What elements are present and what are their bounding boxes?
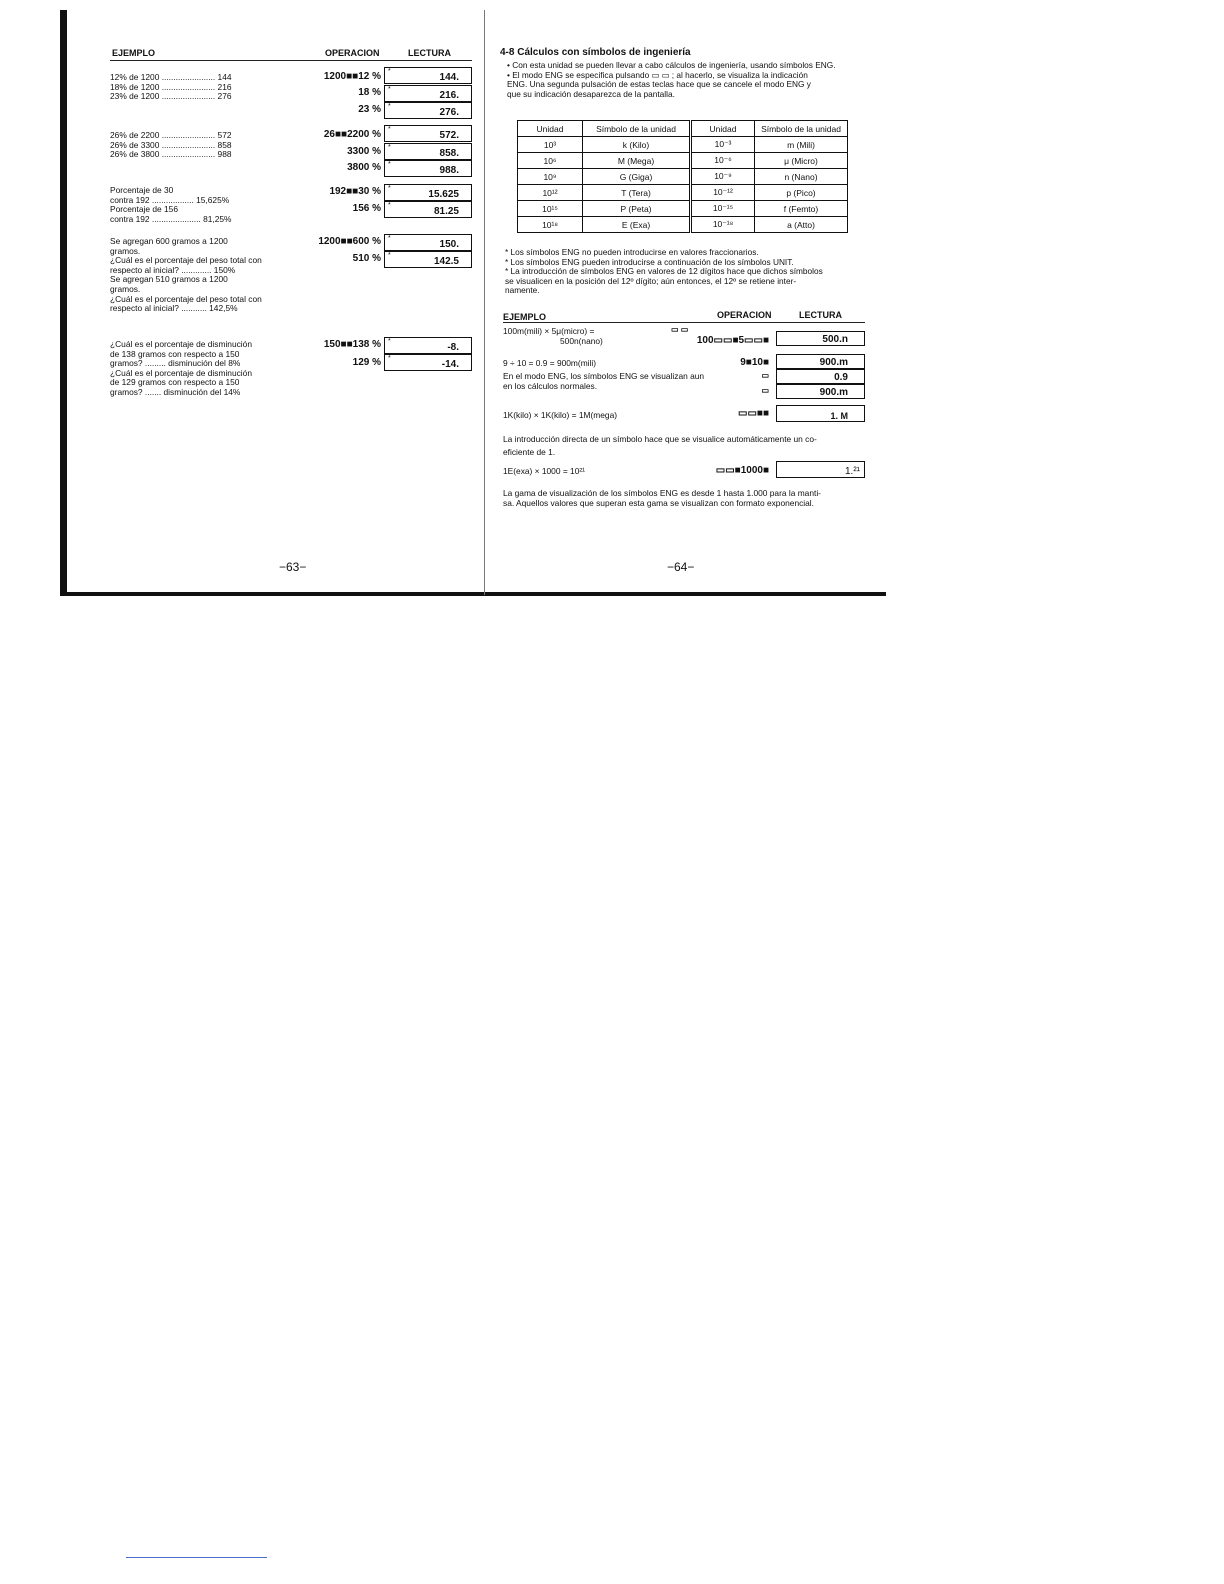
- operation-2a: 26■■2200 %: [323, 129, 381, 140]
- display-1a: * 144.: [384, 67, 472, 84]
- ex3-op1: ▭: [761, 371, 769, 380]
- ex5-op: ▭▭■1000■: [715, 465, 769, 476]
- range-paragraph: La gama de visualización de los símbolos ENG es desde 1 hasta 1.000 para la manti- sa. Aquellos valores que superan esta gama se visualizan con formato exponencial.: [503, 488, 821, 508]
- ex1-op2: 100▭▭■5▭▭■: [696, 335, 769, 346]
- operation-5a: 150■■138 %: [323, 339, 381, 350]
- ex4-op: ▭▭■■: [738, 408, 769, 419]
- display-1b: * 216.: [384, 85, 472, 102]
- ex1-op1: ▭ ▭: [671, 325, 689, 334]
- ex3-op2: ▭: [761, 386, 769, 395]
- ejemplo-header: EJEMPLO: [112, 48, 156, 58]
- ex2-display: 900.m: [776, 354, 865, 369]
- display-1c: * 276.: [384, 102, 472, 119]
- operation-4a: 1200■■600 %: [318, 236, 381, 247]
- ex3-display-1: 0.9: [776, 369, 865, 384]
- ex3-lines: En el modo ENG, los símbolos ENG se visualizan aun en los cálculos normales.: [503, 371, 705, 391]
- lectura-header-right: LECTURA: [799, 310, 842, 320]
- table-row: 10⁹ G (Giga) 10⁻⁹ n (Nano): [518, 169, 848, 185]
- operation-2b: 3300 %: [347, 146, 381, 157]
- table-row: 10¹⁵ P (Peta) 10⁻¹⁵ f (Femto): [518, 201, 848, 217]
- display-3a: * 15.625: [384, 184, 472, 201]
- table-row: 10¹⁸ E (Exa) 10⁻¹⁸ a (Atto): [518, 217, 848, 233]
- page-number-63: −63−: [279, 560, 307, 574]
- example-text-1: 12% de 1200 ....................... 144 18% de 1200 ....................... 216 23% de 1200 ....................... 276: [110, 72, 232, 102]
- footer-link-line: [126, 1557, 267, 1558]
- display-2b: * 858.: [384, 143, 472, 160]
- direct-symbol-paragraph: La introducción directa de un símbolo hace que se visualice automáticamente un co- eficiente de 1.: [503, 434, 817, 457]
- ex1-display: 500.n: [776, 331, 865, 346]
- notes-text: * Los símbolos ENG no pueden introducirse en valores fraccionarios. * Los símbolos ENG pueden introducirse a continuación de los símbolos UNIT. * La introducción de símbolos ENG en valores de 12 dígitos hace que dichos símbolos se visualicen en la posición del 12º dígito; aún entonces, el 12º se retiene inter- namente.: [505, 247, 823, 296]
- ex2-line: 9 ÷ 10 = 0.9 = 900m(mili): [503, 358, 597, 368]
- operation-4b: 510 %: [352, 253, 381, 264]
- ejemplo-header-right: EJEMPLO: [503, 312, 547, 322]
- table-header-row: Unidad Símbolo de la unidad Unidad Símbolo de la unidad: [518, 121, 848, 137]
- example-text-4: Se agregan 600 gramos a 1200 gramos. ¿Cuál es el porcentaje del peso total con respecto al inicial? ............. 150% Se agregan 510 gramos a 1200 gramos. ¿Cuál es el porcentaje del peso total con respecto al inicial? ........... 142,5%: [110, 236, 262, 314]
- operation-3b: 156 %: [352, 203, 381, 214]
- lectura-header: LECTURA: [408, 48, 451, 58]
- ex1-line1: 100m(mili) × 5μ(micro) =: [503, 326, 595, 336]
- table-row: 10³ k (Kilo) 10⁻³ m (Mili): [518, 137, 848, 153]
- ex4-line: 1K(kilo) × 1K(kilo) = 1M(mega): [503, 410, 618, 420]
- ex1-line2: 500n(nano): [560, 336, 603, 346]
- header-rule: [110, 60, 472, 61]
- operation-2c: 3800 %: [347, 162, 381, 173]
- display-2a: * 572.: [384, 125, 472, 142]
- ex5-display: 1.²¹: [776, 461, 865, 478]
- left-binding-bar: [60, 10, 67, 595]
- example-text-5: ¿Cuál es el porcentaje de disminución de 138 gramos con respecto a 150 gramos? ......... disminución del 8% ¿Cuál es el porcentaje de disminución de 129 gramos con respecto a 150 gramos? ....... disminución del 14%: [110, 339, 252, 397]
- display-4b: * 142.5: [384, 251, 472, 268]
- example-text-3: Porcentaje de 30 contra 192 .................. 15,625% Porcentaje de 156 contra 192 ..................... 81,25%: [110, 185, 232, 224]
- operation-3a: 192■■30 %: [329, 186, 381, 197]
- example-text-2: 26% de 2200 ....................... 572 26% de 3300 ....................... 858 26% de 3800 ....................... 988: [110, 130, 232, 160]
- operacion-header-right: OPERACION: [717, 310, 772, 320]
- display-5a: * -8.: [384, 337, 472, 354]
- ex4-display: 1. M: [776, 405, 865, 422]
- page-number-64: −64−: [667, 560, 695, 574]
- ex3-display-2: 900.m: [776, 384, 865, 399]
- intro-text: • Con esta unidad se pueden llevar a cabo cálculos de ingeniería, usando símbolos ENG. • El modo ENG se especifica pulsando ▭ ▭ ; al hacerlo, se visualiza la indicación ENG. Una segunda pulsación de estas teclas hace que se cancele el modo ENG y que su indicación desaparezca de la pantalla.: [507, 60, 836, 99]
- operation-5b: 129 %: [352, 357, 381, 368]
- operation-1a: 1200■■12 %: [323, 71, 381, 82]
- header-rule-right: [503, 322, 865, 323]
- operation-1b: 18 %: [358, 87, 381, 98]
- operation-1c: 23 %: [358, 104, 381, 115]
- display-2c: * 988.: [384, 160, 472, 177]
- bottom-edge-line: [60, 592, 886, 596]
- display-4a: * 150.: [384, 234, 472, 251]
- table-row: 10¹² T (Tera) 10⁻¹² p (Pico): [518, 185, 848, 201]
- display-5b: * -14.: [384, 354, 472, 371]
- ex2-op: 9■10■: [740, 357, 769, 368]
- table-row: 10⁶ M (Mega) 10⁻⁶ μ (Micro): [518, 153, 848, 169]
- page-fold-line: [484, 10, 485, 595]
- display-3b: * 81.25: [384, 201, 472, 218]
- eng-units-table: [517, 120, 848, 233]
- section-title: 4-8 Cálculos con símbolos de ingeniería: [500, 47, 691, 58]
- ex5-line: 1E(exa) × 1000 = 10²¹: [503, 466, 585, 476]
- operacion-header: OPERACION: [325, 48, 380, 58]
